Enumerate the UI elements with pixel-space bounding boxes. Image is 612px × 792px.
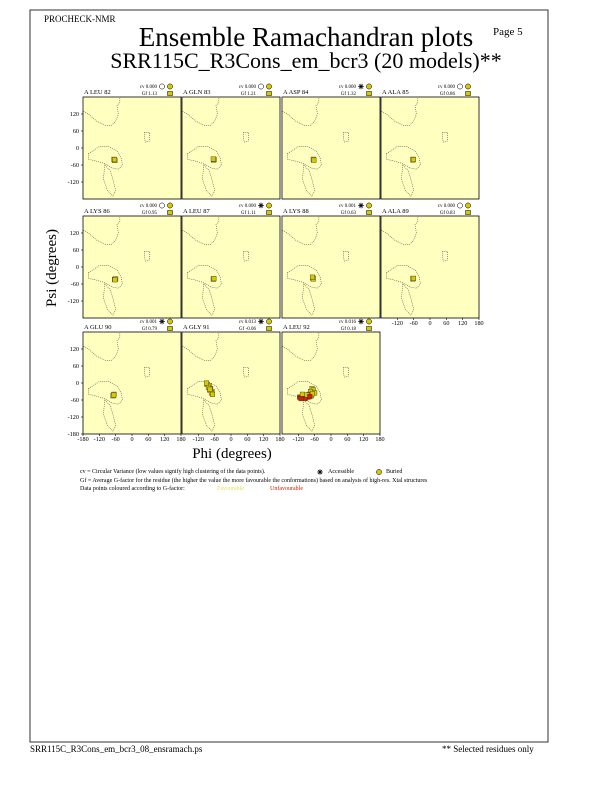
x-tick-label: 60 [145, 436, 152, 443]
gfactor-circle-icon [167, 319, 172, 324]
gfactor-square-icon [367, 92, 372, 96]
gfactor-square-icon [367, 211, 372, 215]
gfactor-circle-icon [465, 84, 470, 89]
gf-value: Gf 0.83 [439, 211, 455, 216]
gfactor-square-icon [168, 211, 173, 215]
x-tick-label: 180 [275, 436, 285, 443]
data-point [210, 392, 215, 397]
buried-icon [457, 84, 462, 89]
gf-value: Gf -0.06 [239, 327, 256, 332]
x-tick-label: -120 [391, 320, 404, 327]
y-tick-label: 120 [69, 230, 79, 237]
x-tick-label: 60 [244, 436, 251, 443]
data-point [204, 381, 209, 386]
x-tick-label: 180 [474, 320, 484, 327]
x-tick-label: 120 [160, 436, 170, 443]
data-point [312, 158, 317, 163]
cv-value: cv 0.000 [437, 85, 455, 90]
y-tick-label: 120 [69, 111, 79, 118]
gfactor-square-icon [168, 327, 173, 331]
gfactor-square-icon [267, 211, 272, 215]
y-tick-label: 0 [75, 264, 79, 271]
cv-value: cv 0.000 [238, 85, 256, 90]
x-tick-label: 60 [443, 320, 450, 327]
data-point [411, 276, 416, 281]
gfactor-square-icon [267, 327, 272, 331]
data-point [211, 157, 216, 162]
y-axis-label: Psi (degrees) [44, 229, 60, 307]
x-tick-label: 180 [375, 436, 385, 443]
y-tick-label: 60 [72, 363, 79, 370]
buried-icon [159, 84, 164, 89]
program-name: PROCHECK-NMR [44, 14, 116, 24]
residue-label: A GLY 91 [183, 324, 210, 331]
legend-favourable-label: Favourable [217, 486, 244, 492]
gfactor-circle-icon [366, 84, 371, 89]
data-point [208, 387, 213, 392]
y-tick-label: -60 [70, 397, 79, 404]
gf-value: Gf 0.63 [340, 211, 356, 216]
x-tick-label: -60 [111, 436, 120, 443]
accessible-icon [159, 319, 165, 325]
x-tick-label: -120 [292, 436, 305, 443]
panel-9 [68, 319, 186, 443]
legend-gf-text: Gf = Average G-factor for the residue (the higher the value the more favourable the conformations) based on analysis of high-res. Xtal structures [80, 478, 428, 484]
cv-value: cv 0.000 [437, 204, 455, 209]
accessible-icon [258, 203, 264, 209]
footer-filename: SRR115C_R3Cons_em_bcr3_08_ensramach.ps [30, 744, 203, 754]
gfactor-circle-icon [266, 84, 271, 89]
y-tick-label: -180 [67, 431, 79, 438]
y-tick-label: -60 [70, 162, 79, 169]
gfactor-square-icon [267, 92, 272, 96]
data-point [212, 276, 217, 281]
y-tick-label: 0 [75, 145, 79, 152]
gf-value: Gf 1.32 [340, 92, 356, 97]
cv-value: cv 0.000 [338, 85, 356, 90]
gfactor-square-icon [466, 211, 471, 215]
x-tick-label: 60 [344, 436, 351, 443]
gfactor-circle-icon [465, 203, 470, 208]
cv-value: cv 0.013 [238, 320, 256, 325]
y-tick-label: 60 [72, 247, 79, 254]
data-point [310, 275, 315, 280]
legend-unfavourable-label: Unfavourable [270, 486, 303, 492]
cv-value: cv 0.001 [338, 204, 356, 209]
x-tick-label: -120 [93, 436, 106, 443]
y-tick-label: 0 [75, 380, 79, 387]
gf-value: Gf 1.13 [141, 92, 157, 97]
residue-label: A ALA 89 [382, 208, 409, 215]
panel-4 [381, 84, 479, 199]
data-point [307, 394, 312, 399]
accessible-icon [358, 319, 364, 325]
y-tick-label: -120 [67, 298, 79, 305]
cv-value: cv 0.000 [139, 85, 157, 90]
accessible-icon [358, 203, 364, 209]
panel-8 [381, 203, 484, 327]
cv-value: cv 0.000 [139, 204, 157, 209]
gf-value: Gf 0.86 [439, 92, 455, 97]
panel-7 [282, 203, 380, 318]
cv-value: cv 0.016 [338, 320, 356, 325]
x-tick-label: -120 [192, 436, 205, 443]
residue-label: A GLU 90 [84, 324, 112, 331]
panel-10 [182, 319, 285, 443]
page-number: Page 5 [493, 26, 523, 38]
buried-icon [457, 203, 462, 208]
x-tick-label: 180 [176, 436, 186, 443]
residue-label: A LYS 86 [84, 208, 110, 215]
gf-value: Gf 0.79 [141, 327, 157, 332]
footer-note: ** Selected residues only [442, 744, 534, 754]
y-tick-label: 60 [72, 128, 79, 135]
x-tick-label: 120 [458, 320, 468, 327]
panel-11 [282, 319, 385, 443]
y-tick-label: -60 [70, 281, 79, 288]
gfactor-circle-icon [366, 319, 371, 324]
residue-label: A ALA 85 [382, 89, 409, 96]
residue-label: A LYS 88 [283, 208, 309, 215]
page-subtitle: SRR115C_R3Cons_em_bcr3 (20 models)** [110, 48, 502, 73]
gf-value: Gf 1.11 [240, 211, 256, 216]
accessible-icon [358, 84, 364, 90]
legend-accessible-label: Accessible [328, 469, 354, 475]
buried-icon [258, 84, 263, 89]
page-title: Ensemble Ramachandran plots [138, 22, 474, 52]
gfactor-square-icon [466, 92, 471, 96]
residue-label: A ASP 84 [283, 89, 309, 96]
residue-label: A GLN 83 [183, 89, 211, 96]
panel-3 [282, 84, 380, 199]
gf-value: Gf 0.95 [141, 211, 157, 216]
data-point [111, 393, 116, 398]
data-point [299, 396, 304, 401]
cv-value: cv 0.001 [139, 320, 157, 325]
y-tick-label: 120 [69, 346, 79, 353]
cv-value: cv 0.000 [238, 204, 256, 209]
panel-5 [68, 203, 181, 318]
gf-value: Gf 0.18 [340, 327, 356, 332]
y-tick-label: -120 [67, 414, 79, 421]
legend-buried-icon [376, 469, 381, 474]
x-tick-label: 120 [259, 436, 269, 443]
data-point [411, 157, 416, 162]
panel-1 [68, 84, 181, 199]
gfactor-square-icon [168, 92, 173, 96]
panel-6 [182, 203, 280, 318]
x-axis-label: Phi (degrees) [192, 446, 272, 462]
x-tick-label: 0 [130, 436, 134, 443]
accessible-icon [258, 319, 264, 325]
panel-2 [182, 84, 280, 199]
data-point [300, 392, 305, 397]
gfactor-circle-icon [167, 203, 172, 208]
gfactor-square-icon [367, 327, 372, 331]
x-tick-label: -60 [310, 436, 319, 443]
data-point [112, 157, 117, 162]
x-tick-label: -60 [210, 436, 219, 443]
x-tick-label: 0 [329, 436, 333, 443]
legend-coloured-text: Data points coloured according to G-factor: [80, 486, 185, 492]
panels-layer [44, 84, 484, 462]
x-tick-label: 0 [229, 436, 233, 443]
gfactor-circle-icon [366, 203, 371, 208]
y-tick-label: -120 [67, 179, 79, 186]
residue-label: A LEU 92 [283, 324, 310, 331]
buried-icon [159, 203, 164, 208]
x-tick-label: -60 [409, 320, 418, 327]
x-tick-label: 120 [359, 436, 369, 443]
gf-value: Gf 1.21 [240, 92, 256, 97]
x-tick-label: -180 [77, 436, 89, 443]
gfactor-circle-icon [167, 84, 172, 89]
gfactor-circle-icon [266, 203, 271, 208]
legend-buried-label: Buried [386, 469, 403, 475]
x-tick-label: 0 [428, 320, 432, 327]
gfactor-circle-icon [266, 319, 271, 324]
data-point [113, 277, 118, 282]
legend-cv-text: cv = Circular Variance (low values signify high clustering of the data points). [80, 469, 266, 475]
residue-label: A LEU 87 [183, 208, 210, 215]
residue-label: A LEU 82 [84, 89, 111, 96]
